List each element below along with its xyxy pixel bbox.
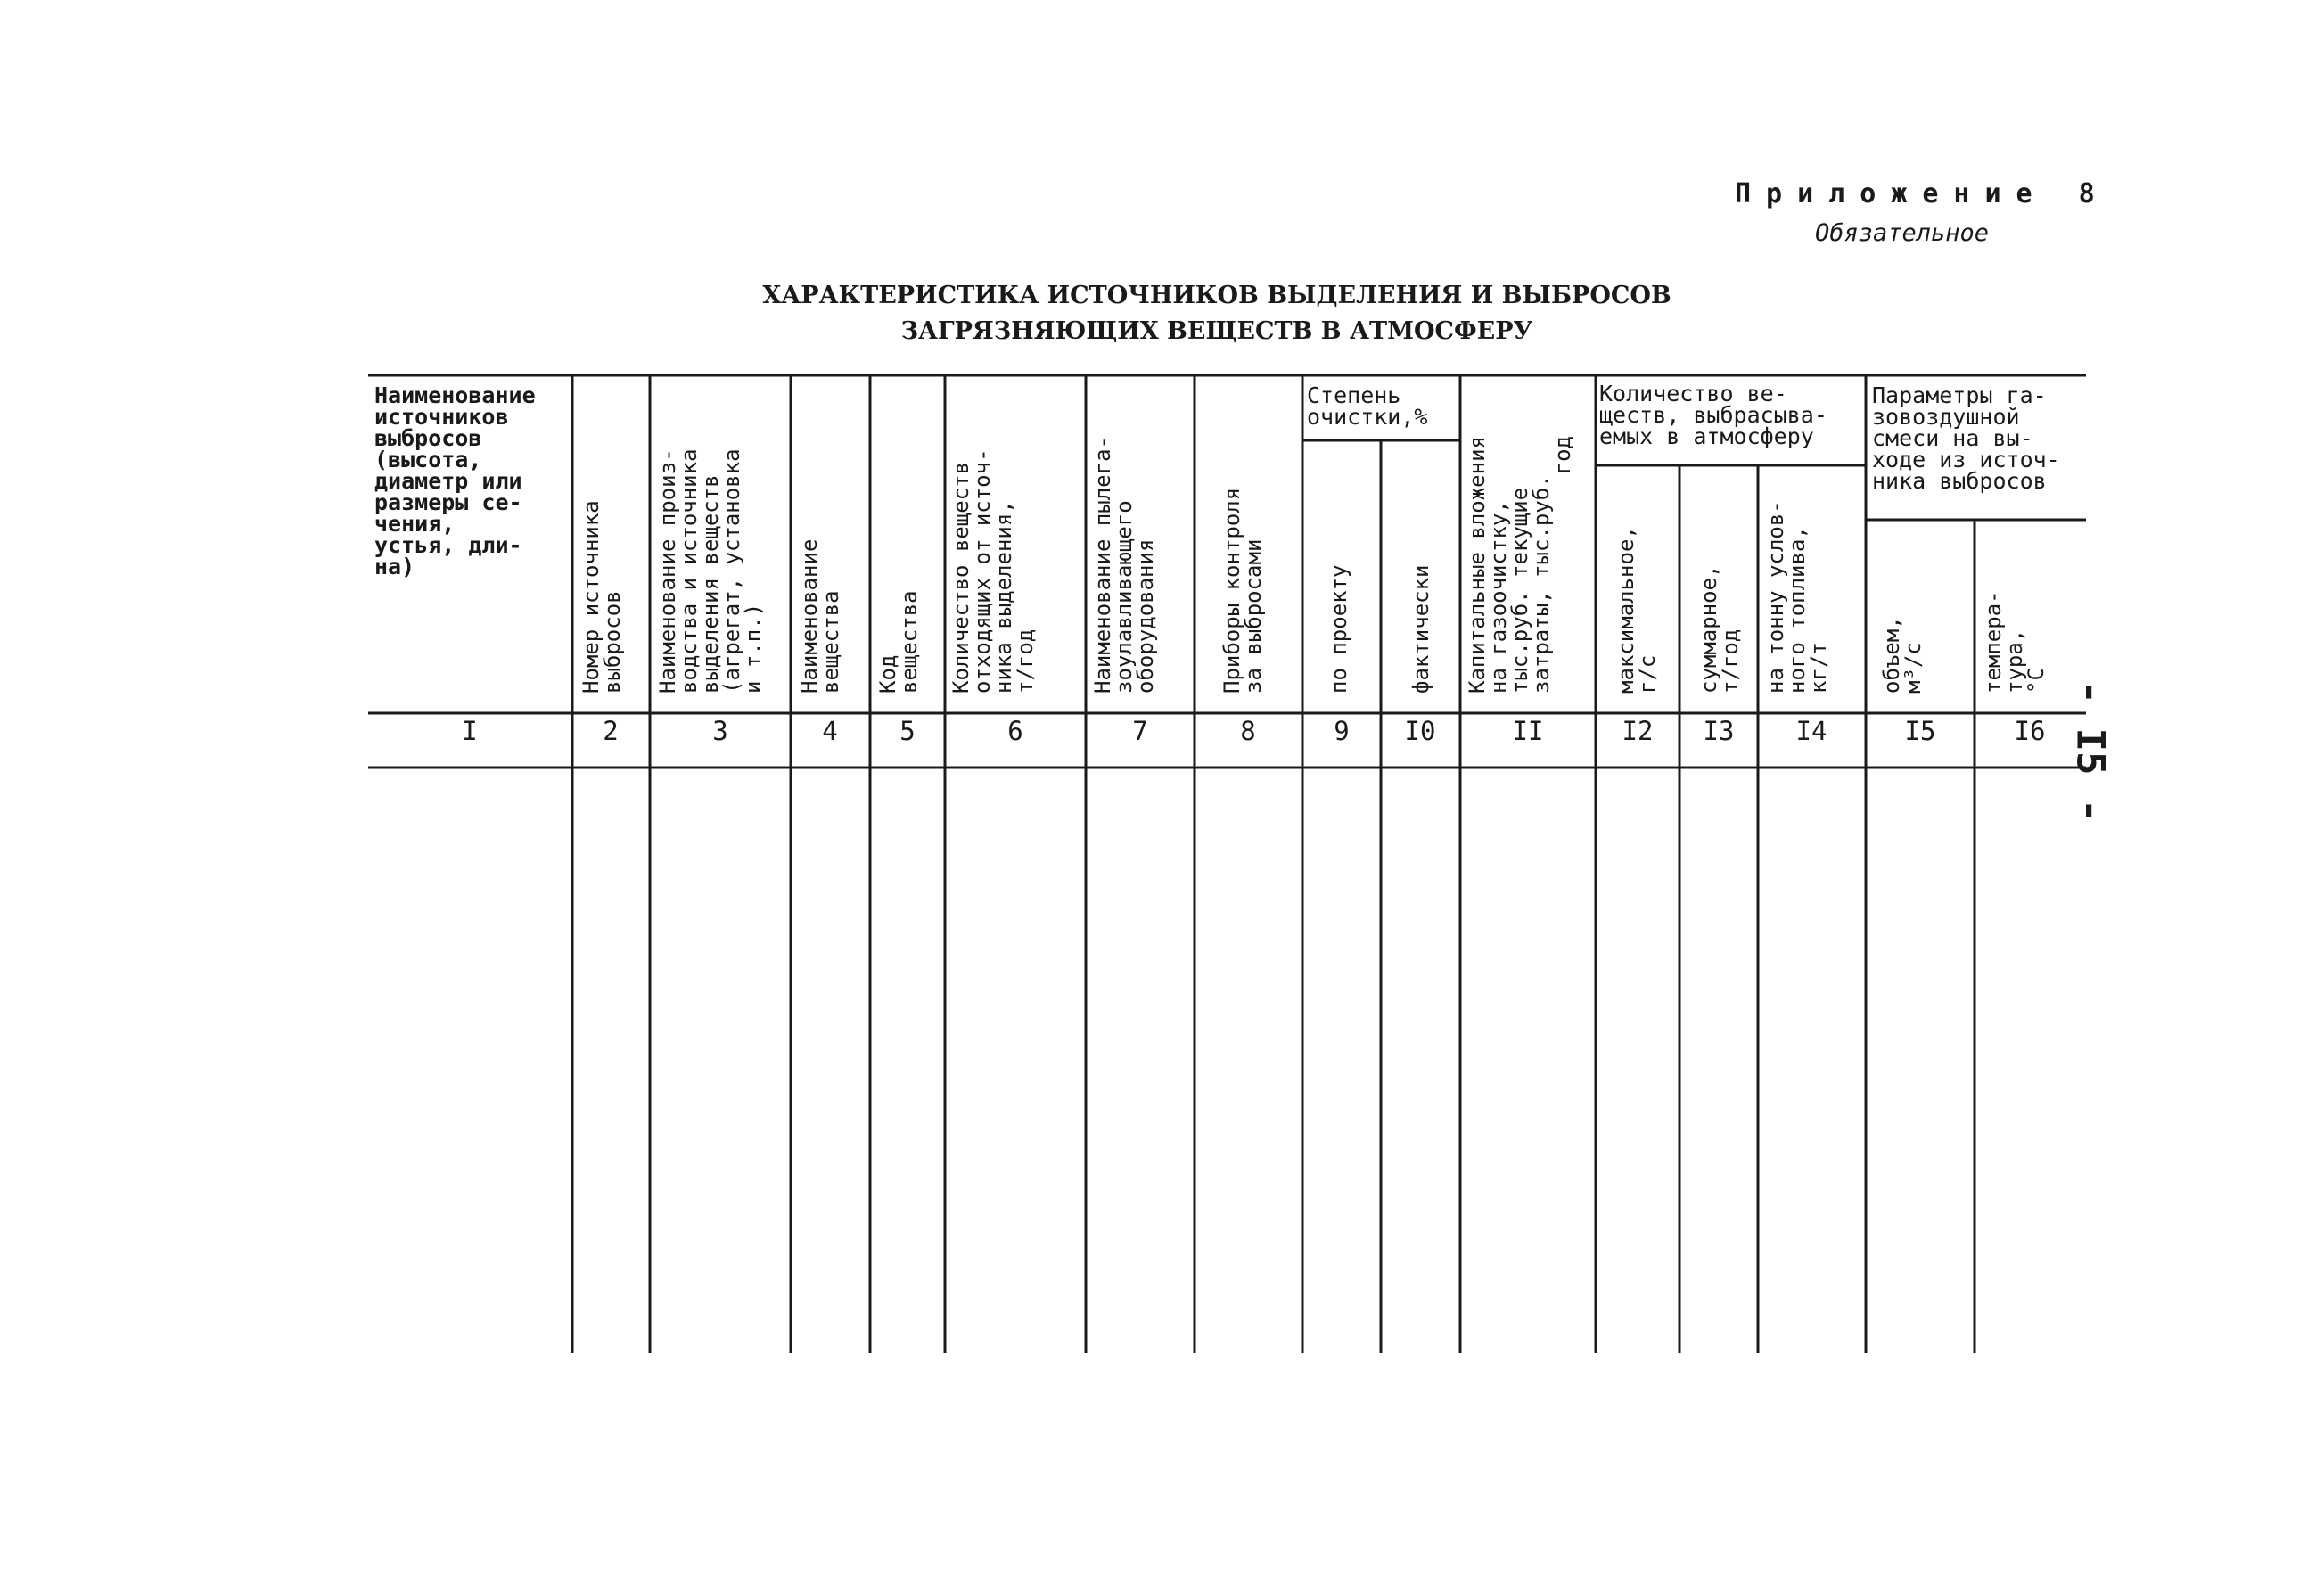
header-control-devices: Приборы контроля за выбросами [1219,487,1266,694]
appendix-label: Приложение 8 [1735,178,2110,209]
column-number-13: I3 [1703,716,1735,746]
column-number-15: I5 [1904,716,1936,746]
header-gas-temperature: темпера- тура, °С [1981,590,2049,694]
column-number-8: 8 [1240,716,1256,746]
header-capital-investments: Капитальные вложения на газоочистку, тыс.руб. текущие затраты, тыс.руб. год [1465,436,1575,694]
header-gas-volume: объем, м³/с [1879,616,1926,694]
column-number-12: I2 [1622,716,1654,746]
header-production-name: Наименование произ- водства и источника выделения веществ (агрегат, установка и т.п.) [655,448,766,694]
header-substance-name: Наименование вещества [797,538,843,694]
column-number-7: 7 [1132,716,1148,746]
page-number: - I5 - [2067,680,2114,823]
header-emission-total: суммарное, т/год [1696,564,1743,694]
column-number-9: 9 [1334,716,1350,746]
column-number-6: 6 [1007,716,1023,746]
header-source-name: Наименование источников выбросов (высота, диаметр или размеры се- чения, устья, дли- на) [374,382,536,579]
header-emission-amount-group: Количество ве- ществ, выбрасыва- емых в атмосферу [1599,381,1827,449]
header-emission-max: максимальное, г/с [1614,526,1660,694]
appendix-note: Обязательное [1815,219,1990,247]
document-title-line-2: ЗАГРЯЗНЯЮЩИХ ВЕЩЕСТВ В АТМОСФЕРУ [900,317,1533,345]
header-cleaning-by-project: по проекту [1326,564,1351,694]
header-substance-code: Код вещества [875,590,922,694]
header-cleaning-actual: фактически [1408,564,1433,694]
column-number-16: I6 [2014,716,2046,746]
header-gas-params-group: Параметры га- зовоздушной смеси на вы- ходе из источ- ника выбросов [1872,382,2060,494]
column-number-10: I0 [1404,716,1436,746]
header-cleaning-degree-group: Степень очистки,% [1307,382,1428,430]
header-outgoing-amount: Количество веществ отходящих от источ- ника выделения, т/год [948,448,1038,694]
header-source-number: Номер источника выбросов [579,500,625,694]
column-number-2: 2 [603,716,619,746]
column-number-1: I [462,716,478,746]
column-number-11: II [1512,716,1544,746]
header-dust-equipment: Наименование пылега- зоулавливающего оборудования [1090,436,1158,694]
column-number-5: 5 [899,716,916,746]
header-emission-per-ton: на тонну услов- ного топлива, кг/т [1763,500,1831,694]
column-number-4: 4 [822,716,838,746]
document-title-line-1: ХАРАКТЕРИСТИКА ИСТОЧНИКОВ ВЫДЕЛЕНИЯ И ВЫБРОСОВ [762,282,1671,309]
column-number-3: 3 [712,716,728,746]
column-number-14: I4 [1795,716,1827,746]
